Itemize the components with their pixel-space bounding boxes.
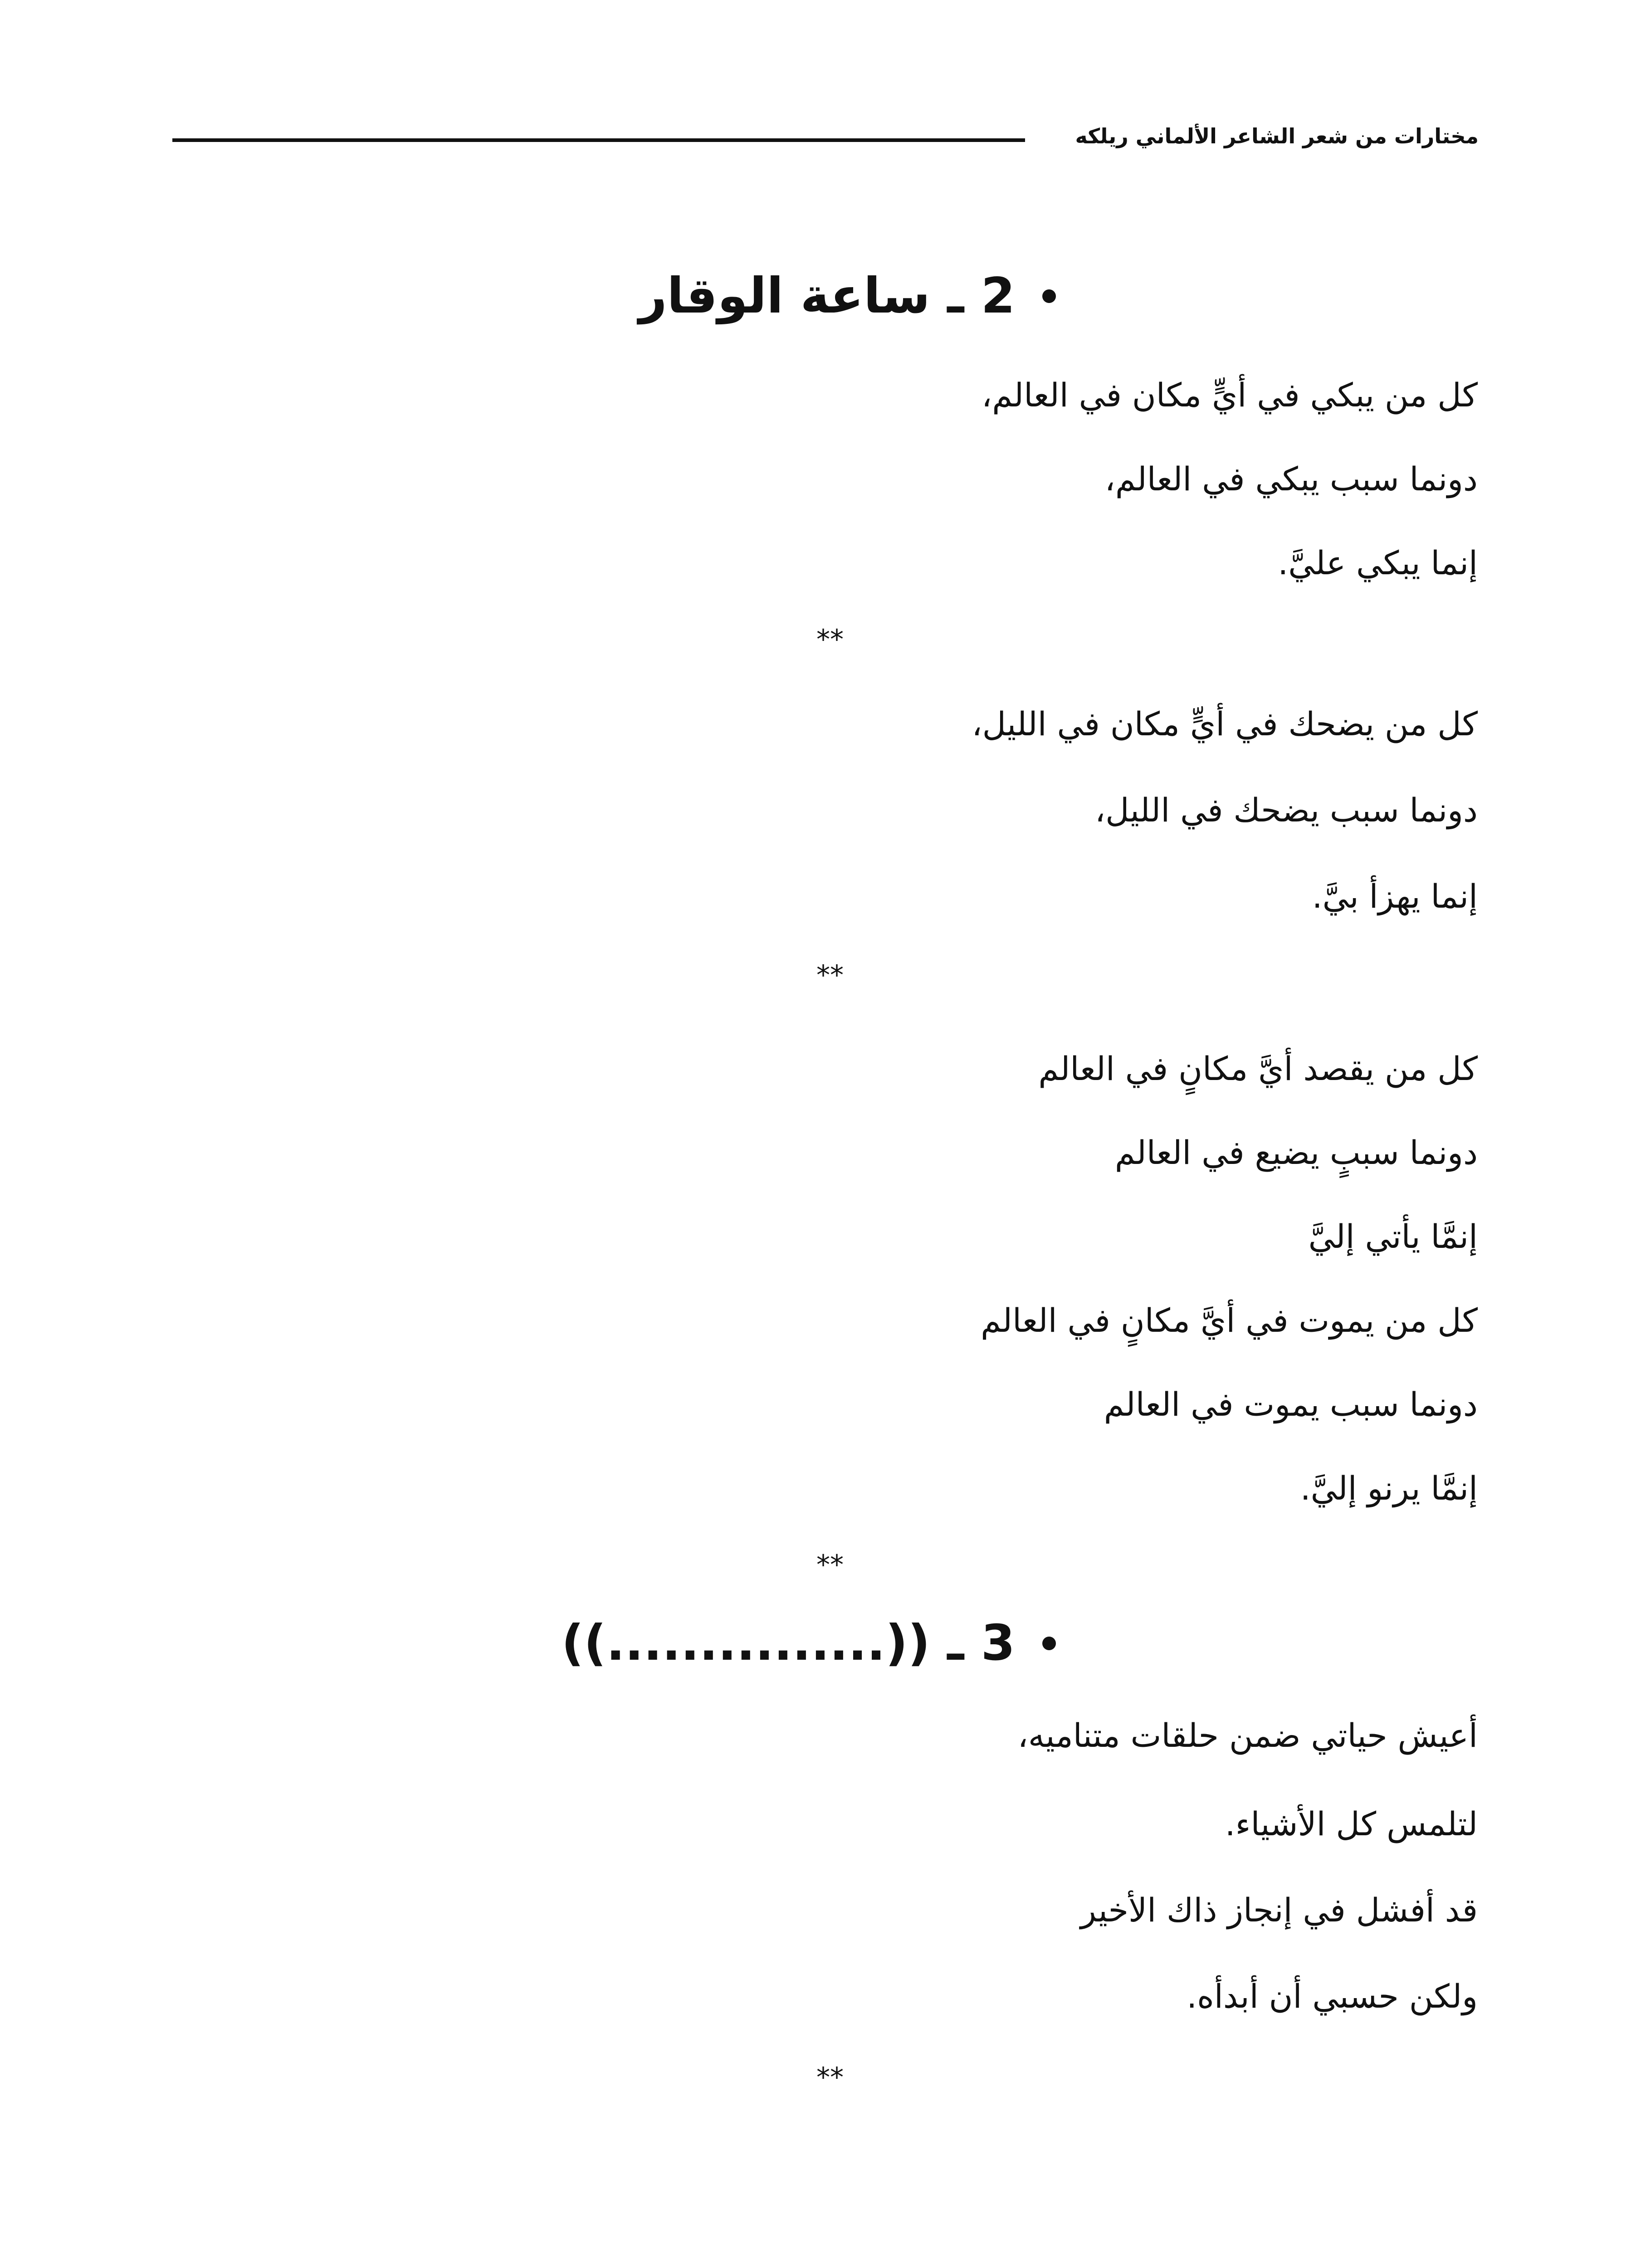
verse-line: دونما سبب يموت في العالم: [1104, 1385, 1478, 1423]
verse-line: دونما سبب يضحك في الليل،: [1094, 791, 1478, 829]
verse-line: أعيش حياتي ضمن حلقات متناميه،: [1017, 1716, 1478, 1755]
verse-line: كل من يقصد أيَّ مكانٍ في العالم: [1038, 1050, 1478, 1088]
header-rule: [172, 138, 1025, 142]
page-header: [172, 116, 1479, 156]
section-title: 2 ـ ساعة الوقار: [639, 268, 1015, 324]
section-heading-3: [562, 1615, 1056, 1672]
verse-line: كل من يضحك في أيٍّ مكان في الليل،: [972, 705, 1478, 743]
verse-line: إنما يبكي عليَّ.: [1278, 544, 1478, 582]
bullet-icon: [1042, 1637, 1056, 1650]
verse-line: لتلمس كل الأشياء.: [1225, 1805, 1478, 1843]
verse-line: ولكن حسبي أن أبدأه.: [1187, 1977, 1478, 2015]
verse-line: كل من يموت في أيَّ مكانٍ في العالم: [981, 1301, 1478, 1339]
stanza-separator: **: [816, 959, 844, 991]
verse-line: إنمَّا يأتي إليَّ: [1308, 1217, 1478, 1256]
stanza-separator: **: [816, 2062, 844, 2093]
section-title: 3 ـ ((...............)): [561, 1615, 1015, 1672]
verse-line: كل من يبكي في أيٍّ مكان في العالم،: [982, 376, 1478, 414]
verse-line: دونما سبب يبكي في العالم،: [1104, 460, 1478, 498]
bullet-icon: [1042, 289, 1056, 303]
verse-line: إنما يهزأ بيَّ.: [1312, 877, 1478, 915]
verse-line: دونما سببٍ يضيع في العالم: [1114, 1134, 1478, 1172]
verse-line: إنمَّا يرنو إليَّ.: [1300, 1469, 1478, 1507]
running-title: مختارات من شعر الشاعر الألماني ريلكه: [1075, 124, 1479, 148]
section-heading-2: [639, 268, 1056, 324]
verse-line: قد أفشل في إنجاز ذاك الأخير: [1080, 1891, 1478, 1929]
stanza-separator: **: [816, 624, 844, 655]
stanza-separator: **: [816, 1549, 844, 1581]
